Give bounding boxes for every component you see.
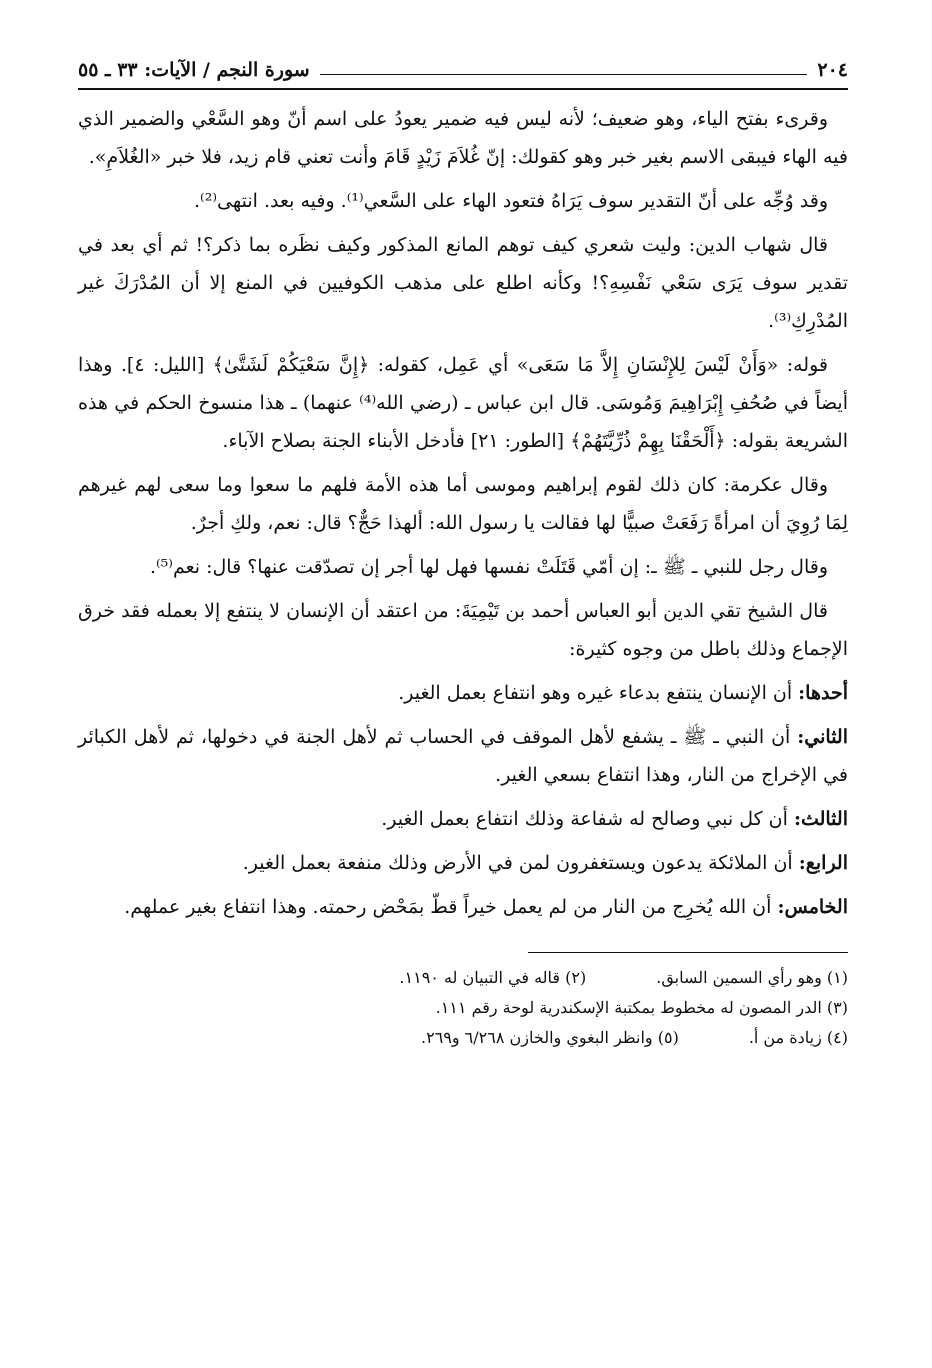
footnotes <box>78 963 848 1053</box>
footnote: (٢) قاله في التبيان له ١١٩٠. <box>399 968 587 987</box>
list-item <box>78 844 848 882</box>
item-lead: أحدها: <box>798 682 848 704</box>
item-lead: الخامس: <box>777 896 848 918</box>
item-text: أن الملائكة يدعون ويستغفرون لمن في الأرض وذلك منفعة بعمل الغير. <box>242 852 799 874</box>
footnote-row <box>78 993 848 1023</box>
item-lead: الرابع: <box>798 852 848 874</box>
list-item <box>78 674 848 712</box>
surah-title: سورة النجم / الآيات: ٣٣ ـ ٥٥ <box>78 59 310 81</box>
item-lead: الثالث: <box>793 808 848 830</box>
paragraph: وقال عكرمة: كان ذلك لقوم إبراهيم وموسى أما هذه الأمة فلهم ما سعوا وما سعى لهم غيرهم لِمَا رُوِيَ أن امرأةً رَفَعَتْ صبيًّا لها فقالت يا رسول الله: ألهذا حَجٌّ؟ قال: نعم، ولكِ أجرٌ. <box>78 474 848 534</box>
list-item <box>78 718 848 794</box>
footnote-row <box>78 963 848 993</box>
header-rule <box>78 88 848 90</box>
main-text <box>78 100 848 926</box>
item-text: أن النبي ـ ﷺ ـ يشفع لأهل الموقف في الحساب ثم لأهل الجنة في دخولها، ثم لأهل الكبائر في الإخراج من النار، وهذا انتفاع بسعي الغير. <box>78 726 848 786</box>
footnote: (١) وهو رأي السمين السابق. <box>656 968 848 987</box>
item-text: أن الله يُخرِج من النار من لم يعمل خيراً قطّ بمَحْض رحمته. وهذا انتفاع بغير عملهم. <box>124 896 778 918</box>
paragraph: قال شهاب الدين: وليت شعري كيف توهم المانع المذكور وكيف نظَره بما ذكر؟! ثم أي بعد في تقدير سوف يَرَى سَعْي نَفْسِهِ؟! وكأنه اطلع على مذهب الكوفيين في المنع إلا أن المُدْرَكَ غير المُدْرِكِ⁽³⁾. <box>78 234 848 332</box>
footnote: (٣) الدر المصون له مخطوط بمكتبة الإسكندرية لوحة رقم ١١١. <box>435 998 848 1017</box>
paragraph: وقرىء بفتح الياء، وهو ضعيف؛ لأنه ليس فيه ضمير يعودُ على اسم أنّ وهو السَّعْي والضمير الذي فيه الهاء فيبقى الاسم بغير خبر وهو كقولك: إنّ غُلاَمَ زَيْدٍ قَامَ وأنت تعني قام زيد، فلا خبر «الغُلاَمِ». <box>78 108 848 168</box>
item-text: أن كل نبي وصالح له شفاعة وذلك انتفاع بعمل الغير. <box>381 808 794 830</box>
footnote: (٤) زيادة من أ. <box>748 1028 848 1047</box>
list-item <box>78 800 848 838</box>
running-header <box>78 52 848 88</box>
paragraph: قوله: «وَأَنْ لَيْسَ لِلإِنْسَانِ إِلاَّ مَا سَعَى» أي عَمِل، كقوله: ﴿إِنَّ سَعْيَكُمْ لَشَتَّىٰ﴾ [الليل: ٤]. وهذا أيضاً في صُحُفِ إِبْرَاهِيمَ وَمُوسَى. قال ابن عباس ـ (رضي الله⁽⁴⁾ عنهما) ـ هذا منسوخ الحكم في هذه الشريعة بقوله: ﴿أَلْحَقْنَا بِهِمْ ذُرِّيَّتَهُمْ﴾ [الطور: ٢١] فأدخل الأبناء الجنة بصلاح الآباء. <box>78 354 848 452</box>
paragraph: وقال رجل للنبي ـ ﷺ ـ: إن أمّي قَتَلَتْ نفسها فهل لها أجر إن تصدّقت عنها؟ قال: نعم⁽⁵⁾. <box>149 556 828 578</box>
book-page <box>78 52 848 1342</box>
item-lead: الثاني: <box>797 726 848 748</box>
footnote-separator <box>528 952 848 953</box>
header-dash-rule <box>320 74 808 75</box>
paragraph: وقد وُجِّه على أنّ التقدير سوف يَرَاهُ فتعود الهاء على السَّعي⁽¹⁾. وفيه بعد. انتهى⁽²⁾. <box>194 190 828 212</box>
footnote-row <box>78 1023 848 1053</box>
list-item <box>78 888 848 926</box>
page-number: ٢٠٤ <box>817 59 848 81</box>
paragraph: قال الشيخ تقي الدين أبو العباس أحمد بن تَيْمِيَةَ: من اعتقد أن الإنسان لا ينتفع إلا بعمله فقد خرق الإجماع وذلك باطل من وجوه كثيرة: <box>78 600 848 660</box>
footnote: (٥) وانظر البغوي والخازن ٦/٢٦٨ و٢٦٩. <box>420 1028 679 1047</box>
item-text: أن الإنسان ينتفع بدعاء غيره وهو انتفاع بعمل الغير. <box>398 682 799 704</box>
